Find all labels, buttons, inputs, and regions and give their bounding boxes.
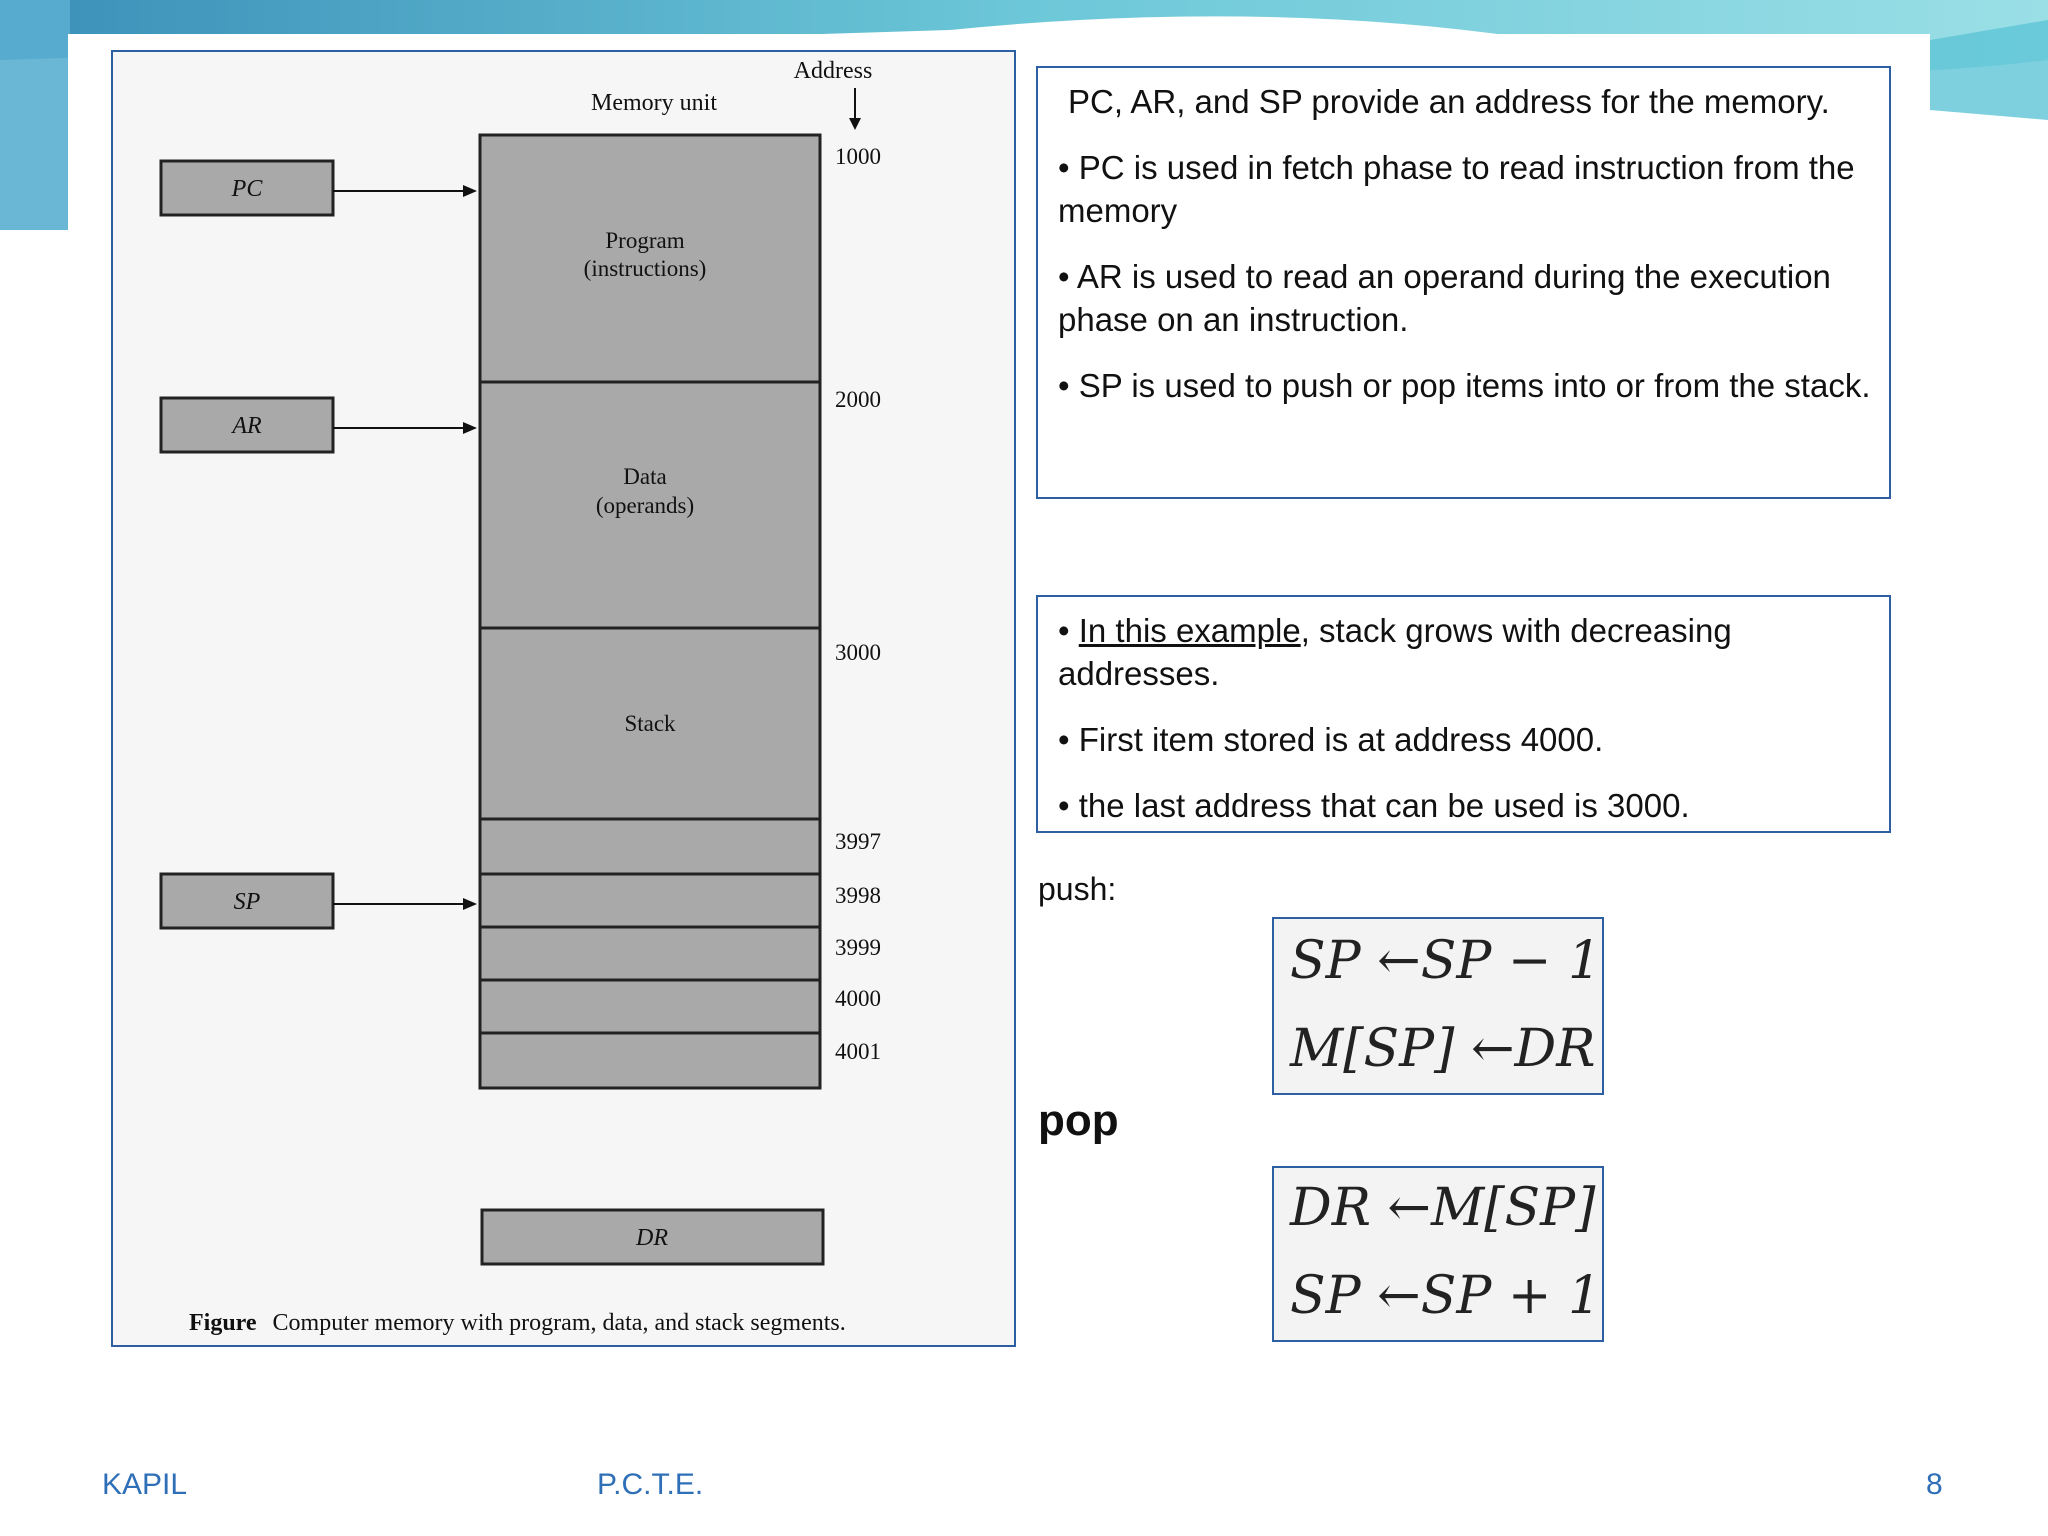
address-label: 3997 (835, 829, 881, 854)
memory-unit-label: Memory unit (591, 90, 717, 116)
pc-register-label: PC (231, 176, 263, 202)
bullet-last-address: • the last address that can be used is 3000. (1058, 787, 1690, 824)
data-segment-label: Data (623, 464, 667, 489)
pop-op-1: DR ←M[SP] (1290, 1178, 1596, 1238)
bullet-ar: • AR is used to read an operand during the execution phase on an instruction. (1058, 258, 1831, 338)
address-header: Address (793, 58, 873, 84)
address-label: 4001 (835, 1039, 881, 1064)
push-label: push: (1038, 871, 1117, 907)
bullet-sp: • SP is used to push or pop items into or from the stack. (1058, 367, 1871, 404)
bullet-prefix: • (1058, 612, 1079, 649)
figure-caption-text: Computer memory with program, data, and stack segments. (272, 1310, 846, 1336)
push-operations-box (1272, 917, 1604, 1095)
address-label: 2000 (835, 387, 881, 412)
pop-op-2: SP ←SP + 1 (1290, 1266, 1602, 1326)
address-label: 4000 (835, 986, 881, 1011)
footer-institute: P.C.T.E. (597, 1468, 704, 1501)
bullet-rest: , stack grows with decreasing addresses. (1058, 612, 1732, 692)
data-segment-sublabel: (operands) (595, 493, 695, 518)
stack-segment-label: Stack (624, 711, 676, 736)
ar-register-label: AR (232, 413, 262, 439)
pop-operations-box (1272, 1166, 1604, 1342)
program-segment-label: Program (605, 228, 685, 253)
address-registers-box (1036, 66, 1891, 499)
sp-register-label: SP (233, 889, 261, 915)
slide-number: 8 (1926, 1468, 1943, 1501)
dr-register-label: DR (636, 1225, 668, 1251)
bullet-first-item: • First item stored is at address 4000. (1058, 721, 1604, 758)
push-op-2: M[SP] ←DR (1290, 1019, 1596, 1079)
bullet-pc: • PC is used in fetch phase to read instruction from the memory (1058, 149, 1855, 229)
intro-text: PC, AR, and SP provide an address for the memory. (1068, 83, 1830, 120)
program-segment-sublabel: (instructions) (583, 256, 707, 281)
address-label: 3000 (835, 640, 881, 665)
address-label: 3998 (835, 883, 881, 908)
push-op-1: SP ←SP − 1 (1290, 931, 1602, 991)
figure-caption (189, 1310, 846, 1336)
pop-label: pop (1038, 1096, 1119, 1145)
address-label: 3999 (835, 935, 881, 960)
figure-caption-bold: Figure (189, 1310, 257, 1336)
address-label: 1000 (835, 144, 881, 169)
example-underlined-text: In this example (1078, 612, 1301, 649)
footer-author: KAPIL (102, 1468, 188, 1501)
stack-example-box (1036, 595, 1891, 833)
bullet-stack-growth (1058, 609, 1871, 695)
memory-figure (111, 50, 1016, 1347)
memory-diagram (113, 52, 1014, 1345)
